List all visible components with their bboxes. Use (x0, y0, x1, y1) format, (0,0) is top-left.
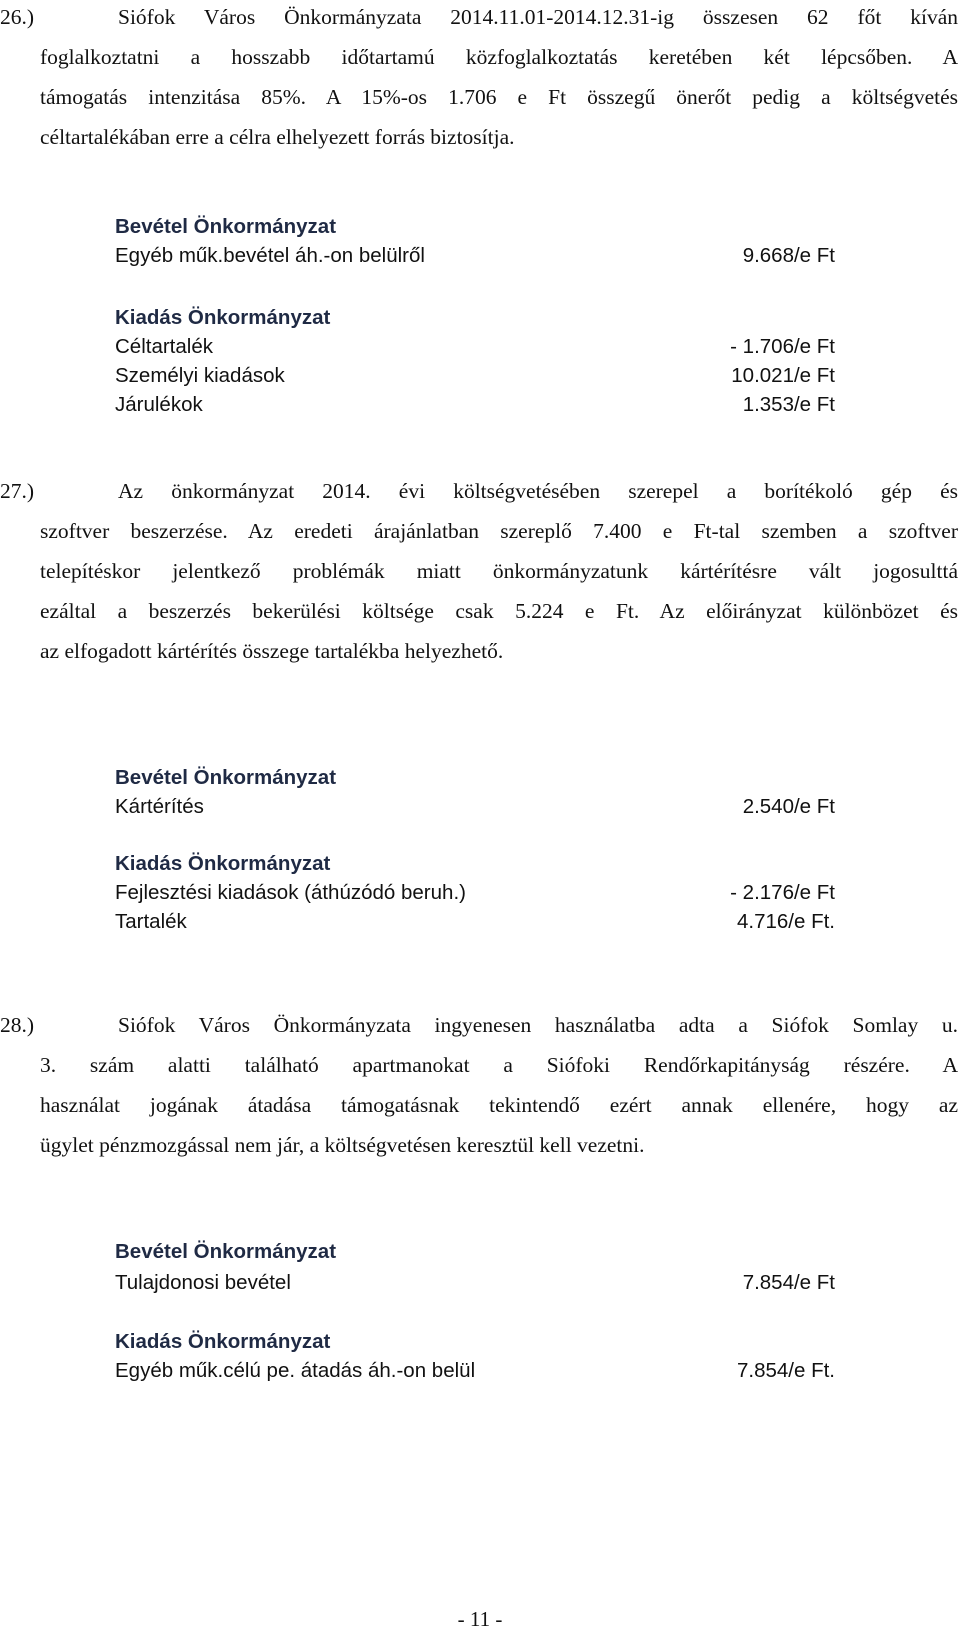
budget-row-label: Egyéb műk.bevétel áh.-on belülről (115, 244, 425, 267)
budget-row-value: 9.668/e Ft (742, 244, 835, 267)
budget-row-label: Fejlesztési kiadások (áthúzódó beruh.) (115, 881, 466, 904)
budget-row (115, 910, 835, 938)
paragraph-line: ügylet pénzmozgással nem jár, a költségvetésen keresztül kell vezetni. (40, 1133, 645, 1157)
income-heading: Bevétel Önkormányzat (115, 766, 337, 789)
budget-row-label: Kártérítés (115, 795, 204, 818)
paragraph-line: támogatás intenzitása 85%. A 15%-os 1.706 e Ft összegű önerőt pedig a költségvetés (40, 85, 958, 109)
budget-row-value: 2.540/e Ft (742, 795, 835, 818)
paragraph-line: az elfogadott kártérítés összege tartalékba helyezhető. (40, 639, 504, 663)
item-number: 26.) (0, 5, 35, 29)
budget-row-label: Egyéb műk.célú pe. átadás áh.-on belül (115, 1359, 476, 1382)
budget-row-value: - 2.176/e Ft (730, 881, 835, 904)
expense-heading: Kiadás Önkormányzat (115, 852, 331, 875)
budget-row-label: Tulajdonosi bevétel (115, 1271, 291, 1294)
page-number: - 11 - (457, 1607, 503, 1631)
budget-row-value: 7.854/e Ft (742, 1271, 835, 1294)
budget-row-label: Járulékok (115, 393, 203, 416)
paragraph-line: 3. szám alatti található apartmanokat a Siófoki Rendőrkapitányság részére. A (40, 1053, 958, 1077)
budget-row (115, 1271, 835, 1299)
budget-row (115, 244, 835, 272)
paragraph-line: Az önkormányzat 2014. évi költségvetésében szerepel a borítékoló gép és (118, 479, 958, 503)
paragraph-line: Siófok Város Önkormányzata ingyenesen használatba adta a Siófok Somlay u. (118, 1013, 958, 1037)
budget-row (115, 881, 835, 909)
income-heading: Bevétel Önkormányzat (115, 1240, 337, 1263)
income-heading: Bevétel Önkormányzat (115, 215, 337, 238)
budget-row-label: Céltartalék (115, 335, 213, 358)
expense-heading: Kiadás Önkormányzat (115, 306, 331, 329)
paragraph-line: telepítéskor jelentkező problémák miatt önkormányzatunk kártérítésre vált jogosulttá (40, 559, 958, 583)
budget-row-value: 4.716/e Ft. (736, 910, 835, 933)
budget-row (115, 335, 835, 363)
paragraph-line: foglalkoztatni a hosszabb időtartamú közfoglalkoztatás keretében két lépcsőben. A (40, 45, 958, 69)
expense-heading: Kiadás Önkormányzat (115, 1330, 331, 1353)
item-number: 28.) (0, 1013, 35, 1037)
budget-row (115, 795, 835, 823)
budget-row-label: Személyi kiadások (115, 364, 285, 387)
budget-row (115, 1359, 835, 1387)
paragraph-line: céltartalékában erre a célra elhelyezett forrás biztosítja. (40, 125, 515, 149)
paragraph-line: ezáltal a beszerzés bekerülési költsége csak 5.224 e Ft. Az előirányzat különbözet és (40, 599, 958, 623)
paragraph-line: Siófok Város Önkormányzata 2014.11.01-2014.12.31-ig összesen 62 főt kíván (118, 5, 958, 29)
item-26-paragraph (0, 2, 958, 153)
budget-row-value: - 1.706/e Ft (730, 335, 835, 358)
paragraph-line: szoftver beszerzése. Az eredeti árajánlatban szereplő 7.400 e Ft-tal szemben a szoftver (40, 519, 958, 543)
paragraph-line: használat jogának átadása támogatásnak tekintendő ezért annak ellenére, hogy az (40, 1093, 958, 1117)
item-28-paragraph (0, 1010, 958, 1161)
budget-row (115, 364, 835, 392)
item-27-paragraph (0, 476, 958, 667)
budget-row-label: Tartalék (115, 910, 187, 933)
budget-row-value: 7.854/e Ft. (736, 1359, 835, 1382)
budget-row-value: 1.353/e Ft (742, 393, 835, 416)
budget-row (115, 393, 835, 421)
item-number: 27.) (0, 479, 35, 503)
budget-row-value: 10.021/e Ft (731, 364, 835, 387)
